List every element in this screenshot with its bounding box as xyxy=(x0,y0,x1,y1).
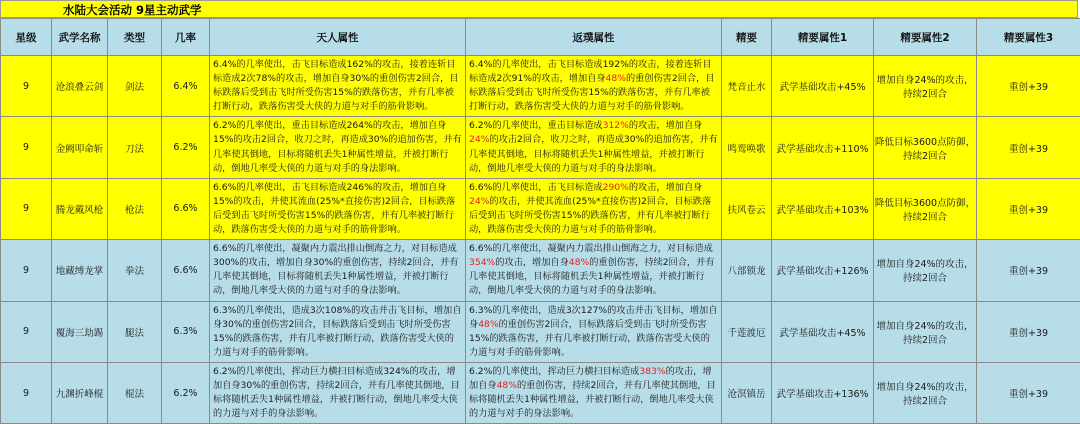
cell-fanpu xyxy=(466,240,722,301)
highlight-value: 290% xyxy=(603,182,629,193)
cell-attr1: 武学基础攻击+45% xyxy=(772,56,874,117)
cell-skill-name: 腾龙戴风枪 xyxy=(52,178,108,239)
table-row xyxy=(1,362,1080,423)
fanpu-text: 的攻击，增加自身 xyxy=(629,182,703,193)
sheet-title: 水陆大会活动 9星主动武学 xyxy=(0,0,1078,18)
table-row xyxy=(1,178,1080,239)
cell-attr3: 重创+39 xyxy=(977,56,1080,117)
cell-attr2: 降低目标3600点防御，持续2回合 xyxy=(874,178,977,239)
cell-type: 剑法 xyxy=(108,56,162,117)
fanpu-text: 的攻击2回合，收刀之时，再造成30%的追加伤害，并有几率使其倒地，目标将随机丢失1种属性增益，并被打断行动，倒地几率受大侠的力道与对手的身法影响。 xyxy=(469,134,718,173)
cell-tianren: 6.6%的几率使出，击飞目标造成246%的攻击，增加自身15%的攻击，并使其流血(25%*直接伤害)2回合，目标跌落后受到击飞时所受伤害15%的跌落伤害，并有几率被打断行动，跌落伤害受大侠的力道与对手的筋骨影响。 xyxy=(210,178,466,239)
cell-attr1: 武学基础攻击+110% xyxy=(772,117,874,178)
highlight-value: 354% xyxy=(469,257,495,268)
cell-tianren: 6.2%的几率使出，挥动巨力横扫目标造成324%的攻击，增加自身30%的重创伤害，持续2回合，并有几率使其倒地，目标将随机丢失1种属性增益，并被打断行动，倒地几率受大侠的力道与对手的身法影响。 xyxy=(210,362,466,423)
highlight-value: 312% xyxy=(603,120,629,131)
cell-rate: 6.2% xyxy=(162,362,210,423)
cell-attr2: 降低目标3600点防御，持续2回合 xyxy=(874,117,977,178)
cell-jingyao: 八部锁龙 xyxy=(722,240,772,301)
header-attr3: 精要属性3 xyxy=(977,19,1080,56)
cell-attr1: 武学基础攻击+126% xyxy=(772,240,874,301)
fanpu-text: 6.2%的几率使出，重击目标造成 xyxy=(469,120,603,131)
header-tianren: 天人属性 xyxy=(210,19,466,56)
header-attr1: 精要属性1 xyxy=(772,19,874,56)
cell-tianren: 6.4%的几率使出，击飞目标造成162%的攻击，接着连斩目标造成2次78%的攻击，增加自身30%的重创伤害2回合，目标跌落后受到击飞时所受伤害15%的跌落伤害，并有几率被打断行动，跌落伤害受大侠的力道与对手的筋骨影响。 xyxy=(210,56,466,117)
cell-rate: 6.6% xyxy=(162,240,210,301)
highlight-value: 24% xyxy=(469,134,489,145)
header-attr2: 精要属性2 xyxy=(874,19,977,56)
cell-tianren: 6.2%的几率使出，重击目标造成264%的攻击，增加自身15%的攻击2回合，收刀之时，再造成30%的追加伤害，并有几率使其倒地，目标将随机丢失1种属性增益，并被打断行动，倒地几率受大侠的力道与对手的身法影响。 xyxy=(210,117,466,178)
cell-attr2: 增加自身24%的攻击，持续2回合 xyxy=(874,240,977,301)
cell-fanpu xyxy=(466,178,722,239)
cell-fanpu xyxy=(466,56,722,117)
header-skill-name: 武学名称 xyxy=(52,19,108,56)
cell-jingyao: 千莲渡厄 xyxy=(722,301,772,362)
cell-attr1: 武学基础攻击+45% xyxy=(772,301,874,362)
fanpu-text: 的攻击，增加自身 xyxy=(495,257,569,268)
cell-jingyao: 鸣鸾唤歌 xyxy=(722,117,772,178)
fanpu-text: 6.6%的几率使出，凝聚内力震出排山倒海之力，对目标造成 xyxy=(469,243,713,254)
cell-jingyao: 扶风卷云 xyxy=(722,178,772,239)
cell-rate: 6.6% xyxy=(162,178,210,239)
highlight-value: 48% xyxy=(569,257,589,268)
cell-skill-name: 九渊折峰棍 xyxy=(52,362,108,423)
cell-attr2: 增加自身24%的攻击，持续2回合 xyxy=(874,301,977,362)
cell-rate: 6.2% xyxy=(162,117,210,178)
cell-attr3: 重创+39 xyxy=(977,362,1080,423)
highlight-value: 383% xyxy=(639,366,665,377)
highlight-value: 48% xyxy=(497,380,517,391)
cell-attr3: 重创+39 xyxy=(977,178,1080,239)
cell-fanpu xyxy=(466,362,722,423)
cell-star: 9 xyxy=(1,240,52,301)
fanpu-text: 的重创伤害2回合，目标跌落后受到击飞时所受伤害15%的跌落伤害，并有几率被打断行动，跌落伤害受大侠的力道与对手的筋骨影响。 xyxy=(469,319,710,358)
fanpu-text: 的重创伤害2回合，目标跌落后受到击飞时所受伤害15%的跌落伤害，并有几率被打断行动，跌落伤害受大侠的力道与对手的筋骨影响。 xyxy=(469,73,714,112)
header-rate: 几率 xyxy=(162,19,210,56)
cell-skill-name: 金阙叩命斩 xyxy=(52,117,108,178)
fanpu-text: 6.4%的几率使出，击飞目标造成192%的攻击，接着连斩目标造成2次91%的攻击，增加自身 xyxy=(469,59,712,84)
table-row xyxy=(1,240,1080,301)
cell-type: 枪法 xyxy=(108,178,162,239)
cell-attr1: 武学基础攻击+103% xyxy=(772,178,874,239)
fanpu-text: 的攻击，增加自身 xyxy=(629,120,703,131)
header-type: 类型 xyxy=(108,19,162,56)
cell-type: 腿法 xyxy=(108,301,162,362)
skills-table xyxy=(0,18,1080,424)
cell-jingyao: 沧溟镇岳 xyxy=(722,362,772,423)
header-jingyao: 精要 xyxy=(722,19,772,56)
cell-tianren: 6.6%的几率使出，凝聚内力震出排山倒海之力，对目标造成300%的攻击，增加自身30%的重创伤害，持续2回合，并有几率使其倒地，目标将随机丢失1种属性增益，并被打断行动，倒地几率受大侠的力道与对手的身法影响。 xyxy=(210,240,466,301)
cell-tianren: 6.3%的几率使出，造成3次108%的攻击并击飞目标，增加自身30%的重创伤害2回合，目标跌落后受到击飞时所受伤害15%的跌落伤害，并有几率被打断行动，跌落伤害受大侠的力道与对手的筋骨影响。 xyxy=(210,301,466,362)
fanpu-text: 的重创伤害，持续2回合，并有几率使其倒地，目标将随机丢失1种属性增益，并被打断行动，倒地几率受大侠的力道与对手的身法影响。 xyxy=(469,257,715,296)
cell-type: 棍法 xyxy=(108,362,162,423)
fanpu-text: 6.3%的几率使出，造成3次127%的攻击并击飞目标，增加自身 xyxy=(469,305,717,330)
fanpu-text: 的攻击，并使其流血(25%*直接伤害)2回合，目标跌落后受到击飞时所受伤害15%的跌落伤害，并有几率被打断行动，跌落伤害受大侠的力道与对手的筋骨影响。 xyxy=(469,196,711,235)
header-star: 星级 xyxy=(1,19,52,56)
header-row xyxy=(1,19,1080,56)
fanpu-text: 的重创伤害，持续2回合，并有几率使其倒地，目标将随机丢失1种属性增益，并被打断行动，倒地几率受大侠的力道与对手的身法影响。 xyxy=(469,380,716,419)
cell-star: 9 xyxy=(1,301,52,362)
cell-jingyao: 梵音止水 xyxy=(722,56,772,117)
cell-fanpu xyxy=(466,117,722,178)
cell-star: 9 xyxy=(1,117,52,178)
table-row xyxy=(1,301,1080,362)
cell-attr2: 增加自身24%的攻击，持续2回合 xyxy=(874,362,977,423)
cell-rate: 6.3% xyxy=(162,301,210,362)
cell-attr1: 武学基础攻击+136% xyxy=(772,362,874,423)
cell-star: 9 xyxy=(1,56,52,117)
fanpu-text: 6.2%的几率使出，挥动巨力横扫目标造成 xyxy=(469,366,639,377)
cell-skill-name: 地藏缚龙掌 xyxy=(52,240,108,301)
cell-type: 刀法 xyxy=(108,117,162,178)
highlight-value: 48% xyxy=(606,73,626,84)
highlight-value: 24% xyxy=(469,196,489,207)
table-row xyxy=(1,117,1080,178)
cell-attr3: 重创+39 xyxy=(977,301,1080,362)
cell-skill-name: 沧浪叠云剑 xyxy=(52,56,108,117)
cell-skill-name: 覆海三劫踢 xyxy=(52,301,108,362)
cell-fanpu xyxy=(466,301,722,362)
cell-attr2: 增加自身24%的攻击，持续2回合 xyxy=(874,56,977,117)
fanpu-text: 的攻击，增加自身 xyxy=(469,366,712,391)
cell-attr3: 重创+39 xyxy=(977,117,1080,178)
header-fanpu: 返璞属性 xyxy=(466,19,722,56)
cell-attr3: 重创+39 xyxy=(977,240,1080,301)
fanpu-text: 6.6%的几率使出，击飞目标造成 xyxy=(469,182,603,193)
table-body xyxy=(1,56,1080,424)
cell-rate: 6.4% xyxy=(162,56,210,117)
cell-star: 9 xyxy=(1,362,52,423)
cell-star: 9 xyxy=(1,178,52,239)
cell-type: 拳法 xyxy=(108,240,162,301)
highlight-value: 48% xyxy=(478,319,498,330)
table-row xyxy=(1,56,1080,117)
